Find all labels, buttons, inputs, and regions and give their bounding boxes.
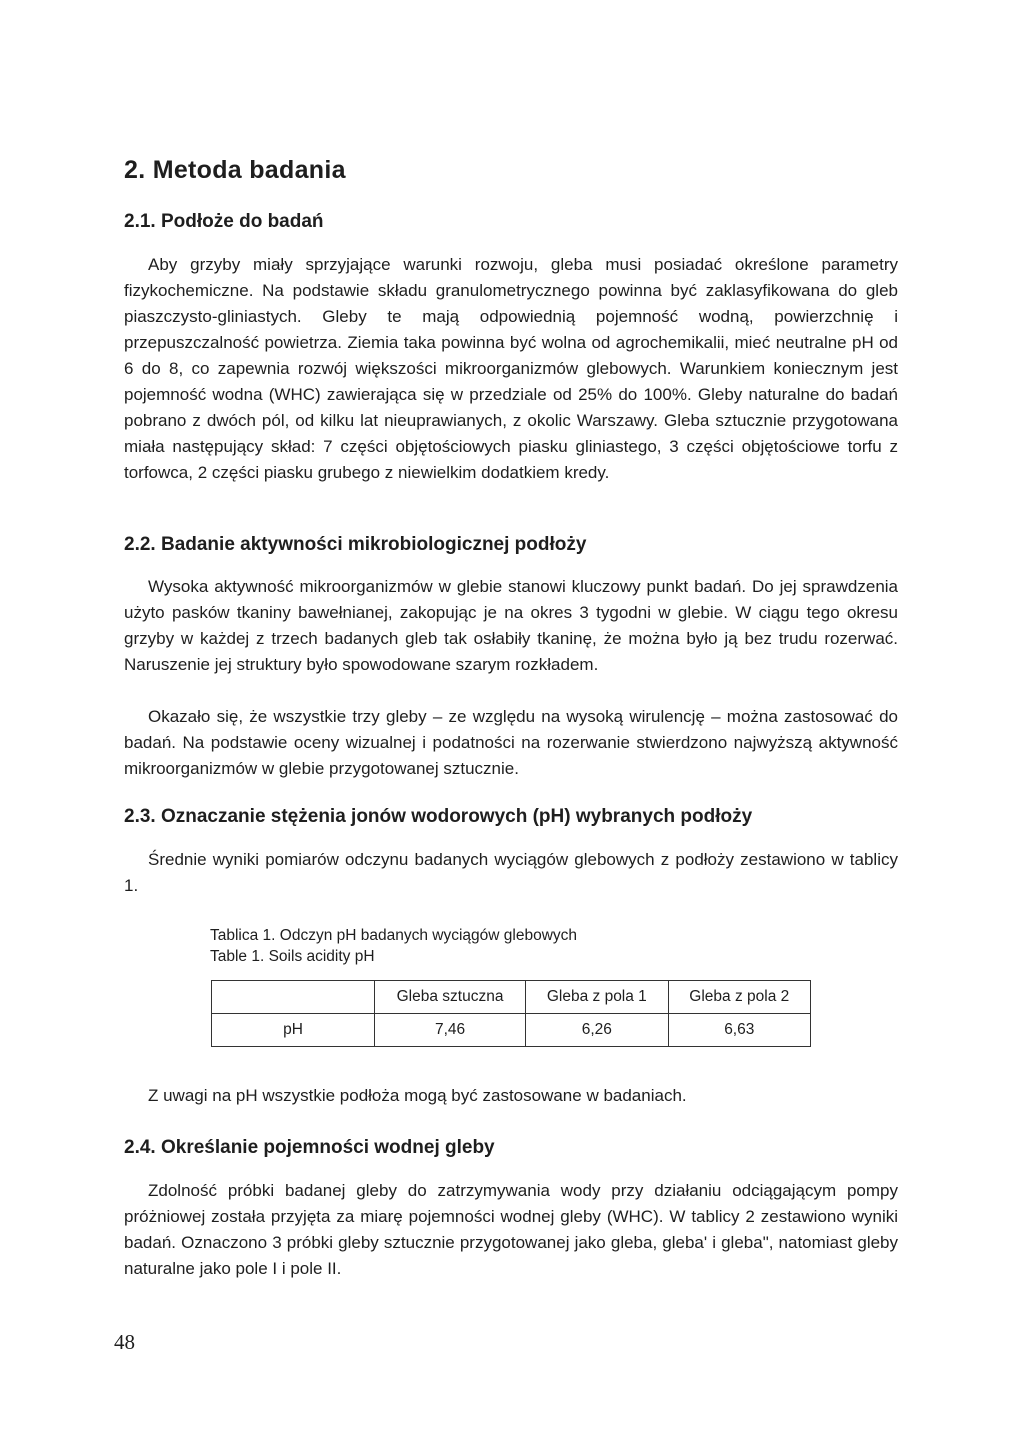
table-caption-en: Table 1. Soils acidity pH [210, 948, 375, 965]
heading-2-3: 2.3. Oznaczanie stężenia jonów wodorowych (pH) wybranych podłoży [124, 806, 753, 827]
table-header-cell [212, 981, 375, 1014]
table-row [212, 1014, 811, 1047]
paragraph-2-3: Średnie wyniki pomiarów odczynu badanych wyciągów glebowych z podłoży zestawiono w tablicy 1. [124, 850, 898, 895]
table-header-cell: Gleba z pola 2 [668, 981, 810, 1014]
table-header-cell: Gleba z pola 1 [526, 981, 668, 1014]
paragraph-2-2-a: Wysoka aktywność mikroorganizmów w glebie stanowi kluczowy punkt badań. Do jej sprawdzenia użyto pasków tkaniny bawełnianej, zakopując je na okres 3 tygodni w glebie. W ciągu tego okresu grzyby w każdej z trzech badanych gleb tak osłabiły tkaninę, że można było ją bez trudu rozerwać. Naruszenie jej struktury było spowodowane szarym rozkładem. [124, 577, 898, 674]
heading-2-4: 2.4. Określanie pojemności wodnej gleby [124, 1137, 495, 1158]
ph-table [211, 980, 811, 1047]
section-title: 2. Metoda badania [124, 156, 346, 184]
paragraph-2-2-b: Okazało się, że wszystkie trzy gleby – ze względu na wysoką wirulencję – można zastosować do badań. Na podstawie oceny wizualnej i podatności na rozerwanie stwierdzono najwyższą aktywność mikroorganizmów w glebie przygotowanej sztucznie. [124, 707, 898, 778]
table-header-row [212, 981, 811, 1014]
heading-2-2: 2.2. Badanie aktywności mikrobiologicznej podłoży [124, 534, 587, 555]
table-cell: 6,26 [526, 1014, 668, 1047]
paragraph-2-4: Zdolność próbki badanej gleby do zatrzymywania wody przy działaniu odciągającym pompy próżniowej została przyjęta za miarę pojemności wodnej gleby (WHC). W tablicy 2 zestawiono wyniki badań. Oznaczono 3 próbki gleby sztucznie przygotowanej jako gleba, gleba' i gleba", natomiast gleby naturalne jako pole I i pole II. [124, 1181, 898, 1278]
table-cell: 6,63 [668, 1014, 810, 1047]
table-header-cell: Gleba sztuczna [375, 981, 526, 1014]
paragraph-2-1: Aby grzyby miały sprzyjające warunki rozwoju, gleba musi posiadać określone parametry fizykochemiczne. Na podstawie składu granulometrycznego powinna być zaklasyfikowana do gleb piaszczysto-gliniastych. Gleby te mają odpowiednią pojemność wodną, powierzchnię i przepuszczalność powietrza. Ziemia taka powinna być wolna od agrochemikalii, mieć neutralne pH od 6 do 8, co zapewnia rozwój większości mikroorganizmów glebowych. Warunkiem koniecznym jest pojemność wodna (WHC) zawierająca się w przedziale od 25% do 100%. Gleby naturalne do badań pobrano z dwóch pól, od kilku lat nieuprawianych, z okolic Warszawy. Gleba sztucznie przygotowana miała następujący skład: 7 części objętościowych piasku gliniastego, 3 części objętościowe torfu z torfowca, 2 części piasku grubego z niewielkim dodatkiem kredy. [124, 255, 898, 482]
heading-2-1: 2.1. Podłoże do badań [124, 211, 324, 232]
table-cell: 7,46 [375, 1014, 526, 1047]
paragraph-after-table: Z uwagi na pH wszystkie podłoża mogą być zastosowane w badaniach. [148, 1086, 687, 1105]
table-caption-pl: Tablica 1. Odczyn pH badanych wyciągów glebowych [210, 927, 578, 944]
table-cell: pH [212, 1014, 375, 1047]
page-number: 48 [114, 1330, 135, 1354]
